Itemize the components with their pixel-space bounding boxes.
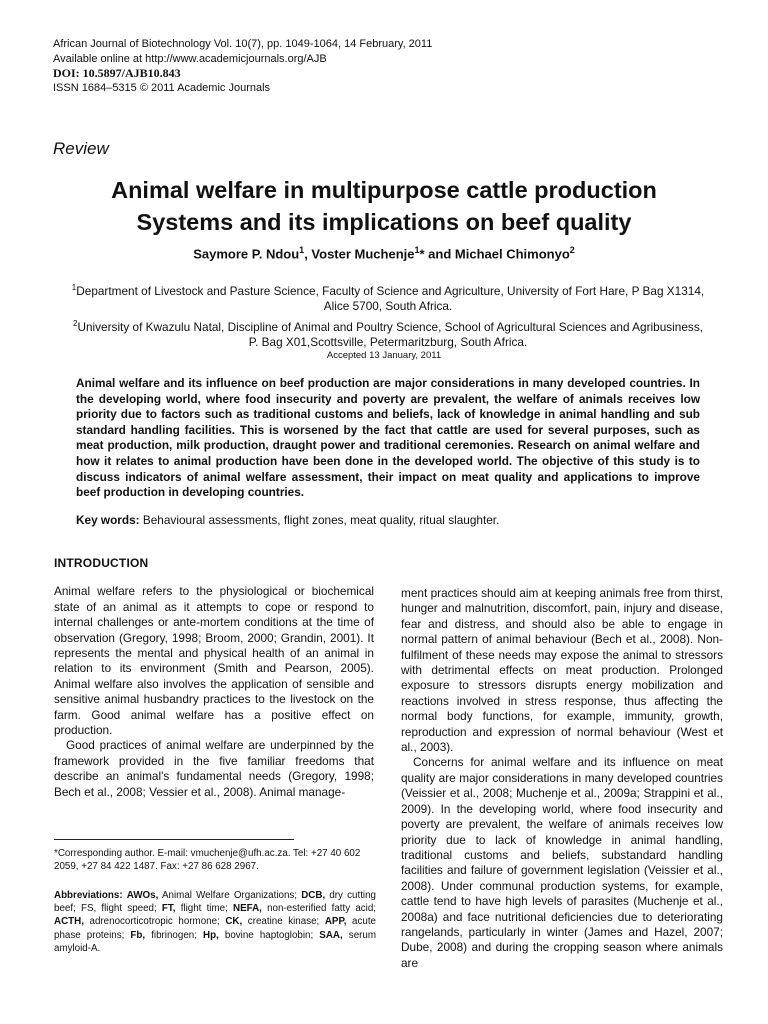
paragraph: ment practices should aim at keeping animals free from thirst, hunger and malnutrition, discomfort, pain, injury and disease, fear and distress, and should also be able to engage in normal pattern of animal behaviour (Bech et al., 2008). Non-fulfilment of these needs may expose the animal to stressors with detrimental effects on meat production. Prolonged exposure to stressors disrupts energy mobilization and reactions involved in stress response, thus affecting the normal body functions, for example, immunity, growth, reproduction and expression of normal behaviour (West et al., 2003). [401, 586, 723, 755]
corresponding-mark: * [419, 246, 425, 262]
right-column [401, 586, 723, 971]
keywords-text: Behavioural assessments, flight zones, meat quality, ritual slaughter. [139, 513, 500, 527]
abbreviation-definition: creatine kinase; [242, 916, 325, 928]
abbreviation: APP, [324, 916, 347, 928]
title-line-1: Animal welfare in multipurpose cattle production [111, 177, 657, 203]
affiliation-mark: 2 [73, 318, 78, 328]
abbreviation: AWOs, [126, 890, 159, 901]
footnote-divider [54, 839, 294, 840]
affiliation [68, 316, 708, 351]
article-title [40, 174, 728, 238]
abbreviation-definition: fibrinogen; [145, 929, 204, 941]
affiliation-mark: 1 [71, 283, 77, 292]
journal-header [53, 37, 432, 95]
author-name: Saymore P. Ndou [193, 246, 300, 262]
keywords-label: Key words: [76, 513, 140, 527]
abbreviation: SAA, [319, 929, 343, 941]
affiliation-mark: 2 [569, 245, 575, 255]
abbreviations-label: Abbreviations: [54, 890, 123, 901]
abbreviation-definition: flight time; [175, 903, 234, 915]
keywords [76, 513, 700, 527]
affiliation-text: Department of Livestock and Pasture Science, Faculty of Science and Agriculture, University of Fort Hare, P Bag X1314, Alice 5700, South Africa. [76, 283, 705, 314]
abbreviation: NEFA, [233, 903, 262, 915]
paragraph: Concerns for animal welfare and its influence on meat quality are major considerations in many developed countries (Veissier et al., 2008; Muchenje et al., 2009a; Strappini et al., 2009). In the developing world, where food insecurity and poverty are prevalent, the welfare of animals receives low priority due to lack of knowledge in animal handling, traditional customs and beliefs, substandard handling facilities and failure of government legislation (Veissier et al., 2008). Under communal production systems, for example, cattle tend to have high levels of parasites (Muchenje et al., 2008a) and face nutritional deficiencies due to deteriorating rangelands, particularly in winter (James and Hazel, 2007; Dube, 2008) and during the cropping season where animals are [401, 755, 723, 970]
corresponding-author-footnote: *Corresponding author. E-mail: vmuchenje@ufh.ac.za. Tel: +27 40 602 2059, +27 84 422 1487. Fax: +27 86 628 2967. [54, 848, 361, 873]
left-column [54, 556, 374, 800]
paragraph: Animal welfare refers to the physiological or biochemical state of an animal as it attempts to cope or respond to internal challenges or ante-mortem conditions at the time of observation (Gregory, 1998; Broom, 2000; Grandin, 2001). It represents the mental and physical health of an animal in relation to its environment (Smith and Pearson, 2005). Animal welfare also involves the application of sensible and sensitive animal husbandry practices to the livestock on the farm. Good animal welfare has a positive effect on production. [54, 584, 374, 738]
abbreviation-definition: serum amyloid-A. [54, 929, 377, 954]
accepted-date: Accepted 13 January, 2011 [326, 350, 442, 361]
abbreviation-definition: adrenocorticotropic hormone; [83, 916, 226, 928]
article-type: Review [53, 139, 109, 158]
affiliation-mark: 1 [299, 245, 305, 255]
abbreviation: Fb, [130, 929, 146, 941]
author-separator: , [304, 246, 312, 262]
abbreviation: ACTH, [54, 916, 84, 928]
abbreviation-definition: acute phase proteins; [54, 916, 376, 941]
abbreviation-definition: bovine haptoglobin; [218, 929, 320, 941]
abstract: Animal welfare and its influence on beef production are major considerations in many developed countries. In the developing world, where food insecurity and poverty are prevalent, the welfare of animals receives low priority due to factors such as traditional customs and beliefs, lack of knowledge in animal handling and sub standard handling facilities. This is worsened by the fact that cattle are used for several purposes, such as meat production, milk production, draught power and traditional ceremonies. Research on animal welfare and how it relates to animal production have been done in the developed world. The objective of this study is to discuss indicators of animal welfare assessment, their impact on meat quality and applications to improve beef production in developing countries. [76, 376, 700, 500]
online-availability: Available online at http://www.academicjournals.org/AJB [53, 52, 327, 65]
abbreviation: DCB, [301, 890, 326, 901]
abbreviations [54, 889, 376, 955]
title-line-2: Systems and its implications on beef quality [136, 209, 632, 235]
abbreviation: Hp, [203, 929, 219, 941]
issn: ISSN 1684–5315 © 2011 Academic Journals [53, 81, 271, 94]
affiliation [68, 280, 708, 315]
author-list [40, 245, 728, 261]
journal-citation: African Journal of Biotechnology Vol. 10(7), pp. 1049-1064, 14 February, 2011 [53, 38, 433, 50]
abbreviation: CK, [225, 916, 243, 928]
paragraph: Good practices of animal welfare are underpinned by the framework provided in the five familiar freedoms that describe an animal's fundamental needs (Gregory, 1998; Bech et al., 2008; Vessier et al., 2008). Animal manage- [54, 738, 374, 799]
abbreviation-definition: non-esterified fatty acid; [261, 903, 377, 915]
author-name: Michael Chimonyo [454, 246, 570, 262]
doi: DOI: 10.5897/AJB10.843 [53, 66, 181, 80]
abbreviation-definition: Animal Welfare Organizations; [158, 890, 302, 901]
affiliations [68, 280, 708, 351]
author-separator: and [424, 246, 455, 262]
abbreviation: FT, [161, 903, 176, 915]
author-name: Voster Muchenje [311, 246, 415, 262]
section-heading: INTRODUCTION [54, 556, 149, 570]
affiliation-mark: 1 [414, 245, 420, 255]
abbreviation-definition: dry cutting beef; FS, flight speed; [54, 890, 376, 915]
affiliation-text: University of Kwazulu Natal, Discipline of Animal and Poultry Science, School of Agricultural Sciences and Agribusiness, P. Bag X01,Scottsville, Petermaritzburg, South Africa. [77, 319, 703, 350]
